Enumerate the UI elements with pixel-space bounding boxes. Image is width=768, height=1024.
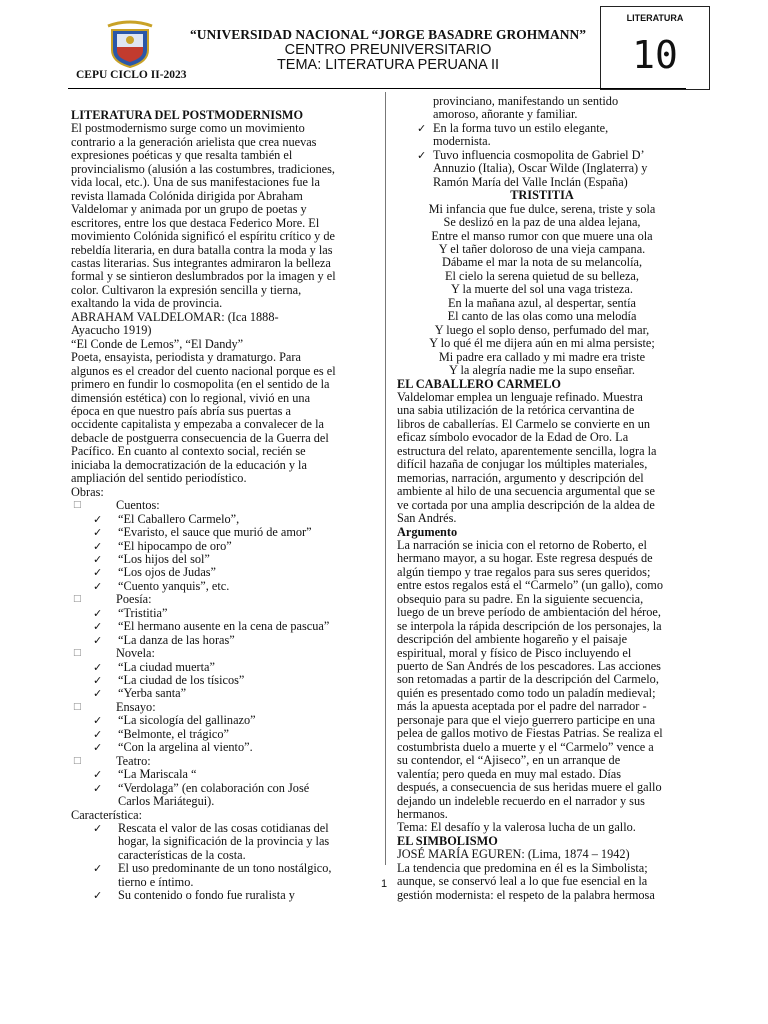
university-name: “UNIVERSIDAD NACIONAL “JORGE BASADRE GROHMANN”	[189, 27, 587, 42]
list-item-continued: amoroso, añorante y familiar.	[433, 107, 578, 122]
text-line: obsequio para su padre. En la siguiente secuencia,	[397, 591, 644, 606]
text-line: gestión modernista: el respeto de la palabra hermosa	[397, 887, 655, 902]
text-line: algunos es el creador del cuento nacional porque es el	[71, 363, 336, 378]
list-item-continued: Annuzio (Italia), Oscar Wilde (Inglaterra) y	[433, 161, 648, 176]
list-item-continued: provinciano, manifestando un sentido	[433, 94, 619, 108]
text-line: algún tiempo y trae regalos para sus seres queridos;	[397, 564, 651, 579]
poem-line: El canto de las olas como una melodía	[447, 309, 637, 324]
text-line: descripción del ambiente hogareño y el paisaje	[397, 632, 628, 647]
poem-line: Y la alegría nadie me la supo enseñar.	[449, 363, 635, 378]
text-line: castas literarias. Sus integrantes admiraron la belleza	[71, 255, 331, 270]
text-line: dejando un indeleble recuerdo en el narrador y sus	[397, 793, 645, 808]
list-item: ✓ “Los ojos de Judas”	[71, 566, 336, 579]
text-line: movimiento Colónida significó el espíritu crítico y de	[71, 229, 335, 244]
text-line: escritores, entre los que destaca Federico More. El	[71, 215, 320, 230]
text-line: La narración se inicia con el retorno de Roberto, el	[397, 537, 647, 552]
subject-box	[600, 6, 710, 90]
list-item: ✓ “Cuento yanquis”, etc.	[71, 580, 336, 593]
category-label: □ Novela:	[71, 647, 336, 660]
text-line: libros de caballerías. El Carmelo se convierte en un	[397, 416, 651, 431]
text-line: revista llamada Colónida dirigida por Abraham	[71, 188, 303, 203]
text-line: color. Cultivaron la expresión sencilla y tierna,	[71, 282, 302, 297]
list-item: ✓ “La ciudad muerta”	[71, 661, 336, 674]
text-line: La tendencia que predomina en él es la Simbolista;	[397, 860, 648, 875]
page-number: 1	[380, 878, 388, 890]
text-line: exaltando la vida de provincia.	[71, 296, 223, 311]
text-line: Valdelomar y animada por un grupo de poetas y	[71, 202, 307, 217]
text-line: ampliación del sentido periodístico.	[71, 471, 247, 486]
text-line: rebeldía literaria, en dura batalla contra la moda y las	[71, 242, 333, 257]
text-line: “El Conde de Lemos”, “El Dandy”	[71, 336, 244, 351]
text-line: más la apuesta aceptada por el padre del narrador -	[397, 699, 647, 714]
list-item-continued: características de la costa.	[118, 847, 246, 862]
author-heading: JOSÉ MARÍA EGUREN: (Lima, 1874 – 1942)	[397, 847, 630, 862]
text-line: El postmodernismo surge como un movimiento	[71, 121, 305, 136]
category-label: □ Ensayo:	[71, 701, 336, 714]
poem-line: En la mañana azul, al despertar, sentía	[448, 295, 636, 310]
characteristics-label: Característica:	[71, 807, 143, 822]
text-line: Tema: El desafío y la valerosa lucha de un gallo.	[397, 820, 636, 835]
poem-line: El cielo la serena quietud de su belleza,	[445, 268, 639, 283]
poem-line: Y el tañer doloroso de una vieja campana.	[438, 241, 646, 256]
poem-line: Y luego el soplo denso, perfumado del mar,	[434, 322, 650, 337]
list-item: ✓ “El hipocampo de oro”	[71, 540, 336, 553]
right-column	[397, 95, 687, 902]
text-line: valentía; pero queda en muy mal estado. Días	[397, 766, 622, 781]
poem-line: Y lo qué él me dijera aún en mi alma persiste;	[429, 336, 655, 351]
text-line: después, a consecuencia de sus heridas muere el gallo	[397, 780, 662, 795]
list-item: ✓ “La danza de las horas”	[71, 634, 336, 647]
text-line: dimensión estética) con lo regional, vivió en una	[71, 390, 311, 405]
list-item-continued: modernista.	[433, 134, 491, 149]
list-item: ✓ “Con la argelina al viento”.	[71, 741, 336, 754]
list-item: ✓ Su contenido o fondo fue ruralista y	[71, 889, 336, 902]
text-line: ambiente al hilo de una secuencia argumental que se	[397, 484, 655, 499]
poem-line: Dábame el mar la nota de su melancolía,	[441, 255, 643, 270]
university-seal-icon	[104, 20, 156, 68]
text-line: Valdelomar emplea un lenguaje refinado. Muestra	[397, 389, 643, 404]
text-line: memorias, narración, argumento y descripción del	[397, 470, 644, 485]
text-line: eficaz símbolo evocador de la Edad de Oro. La	[397, 430, 629, 445]
list-item: ✓ Rescata el valor de las cosas cotidianas del	[71, 822, 336, 835]
subject-label: LITERATURA	[626, 13, 684, 23]
list-item: ✓ En la forma tuvo un estilo elegante,	[397, 122, 687, 135]
list-item: ✓ “Yerba santa”	[71, 687, 336, 700]
list-item-continued: Ramón María del Valle Inclán (España)	[433, 174, 628, 189]
text-line: personaje para que el viejo guerrero participe en una	[397, 712, 656, 727]
section-heading: EL CABALLERO CARMELO	[397, 376, 561, 391]
text-line: iniciaba la democratización de la educación y la	[71, 457, 307, 472]
list-item: ✓ “Belmonte, el trágico”	[71, 728, 336, 741]
category-label: □ Teatro:	[71, 755, 336, 768]
text-line: hermanos.	[397, 807, 448, 822]
list-item: ✓ “Tristitia”	[71, 607, 336, 620]
poem-line: Se deslizó en la paz de una aldea lejana,	[443, 215, 641, 230]
list-item: ✓ “La sicología del gallinazo”	[71, 714, 336, 727]
category-label: □ Cuentos:	[71, 499, 336, 512]
text-line: Poeta, ensayista, periodista y dramaturgo. Para	[71, 350, 301, 365]
list-item: ✓ “Los hijos del sol”	[71, 553, 336, 566]
text-line: estructura del relato, aparentemente sencilla, logra la	[397, 443, 657, 458]
section-heading: LITERATURA DEL POSTMODERNISMO	[71, 108, 304, 122]
author-heading: ABRAHAM VALDELOMAR: (Ica 1888-	[71, 309, 279, 324]
list-item-continued: tierno e íntimo.	[118, 874, 194, 889]
text-line: primero en fundir lo cosmopolita (en el sentido de la	[71, 377, 330, 392]
text-line: una sabia utilización de la retórica cervantina de	[397, 403, 635, 418]
list-item: ✓ “Verdolaga” (en colaboración con José	[71, 782, 336, 795]
list-item-continued: hogar, la significación de la provincia y las	[118, 834, 330, 849]
text-line: Ayacucho 1919)	[71, 323, 152, 338]
text-line: debacle de postguerra consecuencia de la Guerra del	[71, 430, 329, 445]
list-item: ✓ El uso predominante de un tono nostálgico,	[71, 862, 336, 875]
topic-title: TEMA: LITERATURA PERUANA II	[276, 57, 500, 73]
text-line: Pacífico. En cuanto al contexto social, recién se	[71, 444, 306, 459]
text-line: ve cortada por una amplia descripción de la aldea de	[397, 497, 655, 512]
subsection-heading: Argumento	[397, 524, 458, 539]
text-line: San Andrés.	[397, 511, 457, 526]
text-line: puerto de San Andrés de los pescadores. Las acciones	[397, 659, 661, 674]
text-line: provincialismo (alusión a las costumbres, tradiciones,	[71, 161, 335, 176]
text-line: contrario a la generación arielista que crea nuevas	[71, 134, 317, 149]
text-line: formal y se sintieron deslumbrados por la imagen y el	[71, 269, 336, 284]
column-divider	[385, 92, 386, 865]
text-line: su contendor, el “Ajiseco”, en un arranque de	[397, 753, 621, 768]
list-item: ✓ “La ciudad de los tísicos”	[71, 674, 336, 687]
list-item: ✓ Tuvo influencia cosmopolita de Gabriel D’	[397, 149, 687, 162]
works-label: Obras:	[71, 484, 104, 499]
text-line: vida local, etc.). Una de sus manifestaciones fue la	[71, 175, 320, 190]
poem-line: Y la muerte del sol una vaga tristeza.	[451, 282, 633, 297]
poem-line: Mi padre era callado y mi madre era triste	[438, 349, 646, 364]
section-heading: EL SIMBOLISMO	[397, 833, 498, 848]
center-name: CENTRO PREUNIVERSITARIO	[284, 42, 492, 58]
text-line: difícil hazaña de conjugar los múltiples materiales,	[397, 457, 648, 472]
text-line: expresiones poéticas y que resalta también el	[71, 148, 293, 163]
unit-number: 10	[632, 33, 678, 77]
text-line: son retomadas a partir de la descripción del Carmelo,	[397, 672, 659, 687]
list-item: ✓ “Evaristo, el sauce que murió de amor”	[71, 526, 336, 539]
list-item: ✓ “La Mariscala “	[71, 768, 336, 781]
text-line: quién es presentado como todo un paladín medieval;	[397, 685, 656, 700]
text-line: aunque, se conservó leal a lo que fue esencial en la	[397, 874, 648, 889]
list-item-continued: Carlos Mariátegui).	[118, 794, 215, 809]
text-line: espiritual, moral y físico de Pisco incluyendo el	[397, 645, 632, 660]
poem-line: Mi infancia que fue dulce, serena, triste y sola	[428, 201, 656, 216]
poem-line: Entre el manso rumor con que muere una ola	[431, 228, 653, 243]
text-line: costumbrista duelo a muerte y el “Carmelo” vence a	[397, 739, 654, 754]
poem-title: TRISTITIA	[510, 188, 574, 203]
text-line: entre estos regalos está el “Carmelo” (un gallo), como	[397, 578, 663, 593]
cycle-label: CEPU CICLO II-2023	[76, 69, 187, 81]
text-line: hermano mayor, a su hogar. Este regresa después de	[397, 551, 653, 566]
text-line: occidente capitalista y empezaba a convalecer de la	[71, 417, 324, 432]
left-column	[71, 109, 336, 903]
header-divider	[68, 88, 686, 89]
category-label: □ Poesía:	[71, 593, 336, 606]
list-item: ✓ “El Caballero Carmelo”,	[71, 513, 336, 526]
text-line: pelea de gallos motivo de Fiestas Patrias. Se realiza el	[397, 726, 663, 741]
text-line: época en que nuestro país abría sus puertas a	[71, 403, 291, 418]
list-item: ✓ “El hermano ausente en la cena de pascua”	[71, 620, 336, 633]
text-line: se interpola la rápida descripción de los personajes, la	[397, 618, 662, 633]
text-line: luego de un breve período de ambientación del héroe,	[397, 605, 661, 620]
